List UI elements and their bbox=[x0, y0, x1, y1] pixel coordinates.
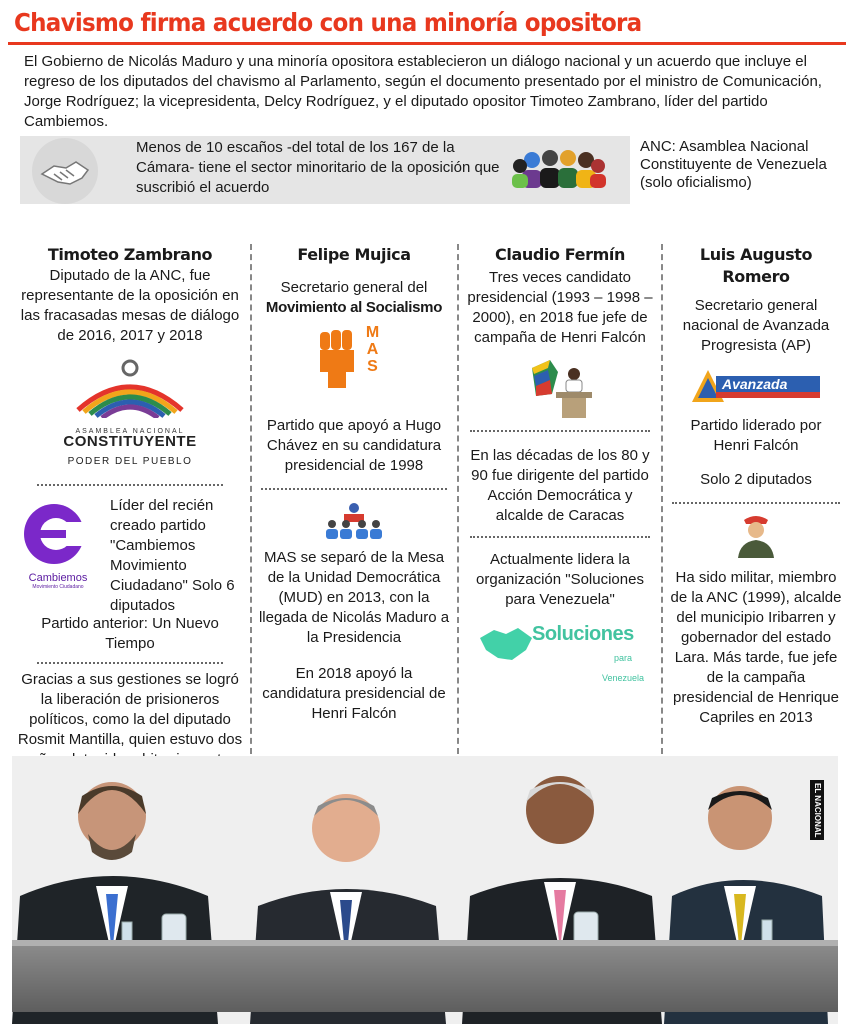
anc-logo bbox=[16, 350, 244, 478]
profile-role: Secretario general nacional de Avanzada Progresista (AP) bbox=[682, 297, 830, 354]
anc-logo-line2: CONSTITUYENTE bbox=[63, 433, 197, 450]
dotted-separator bbox=[470, 536, 650, 538]
mas-logo bbox=[256, 324, 452, 394]
soluciones-logo-sub: para Venezuela bbox=[601, 653, 645, 683]
cambiemos-logo bbox=[20, 502, 96, 588]
highlight-text: Menos de 10 escaños -del total de los 167 de la Cámara- tiene el sector minoritario de la oposición que suscribió el acuerdo bbox=[136, 139, 500, 196]
column-divider bbox=[661, 244, 663, 754]
anc-logo-line3: PODER DEL PUEBLO bbox=[67, 456, 193, 467]
watermark-logo: EL NACIONAL bbox=[810, 780, 824, 840]
avanzada-logo-sub: Progresista bbox=[764, 399, 800, 406]
mas-logo-text: MAS bbox=[364, 324, 381, 375]
table-front bbox=[12, 946, 838, 1012]
profile-mujica bbox=[256, 244, 452, 724]
profile-name: Timoteo Zambrano bbox=[47, 245, 213, 264]
profile-description: Tres veces candidato presidencial (1993 – 1998 – 2000), en 2018 fue jefe de campaña de Henri Falcón bbox=[467, 269, 653, 346]
headline-bar bbox=[8, 6, 846, 44]
avanzada-logo-text: Avanzada bbox=[722, 376, 788, 392]
headline-rule bbox=[8, 42, 846, 45]
cambiemos-c-icon bbox=[20, 502, 96, 566]
soluciones-logo-text: Soluciones bbox=[532, 623, 634, 645]
cambiemos-text: Líder del recién creado partido "Cambiemos Movimiento Ciudadano" Solo 6 diputados bbox=[110, 497, 235, 614]
podium-icon bbox=[466, 354, 654, 426]
currently-text: Actualmente lidera la organización "Soluciones para Venezuela" bbox=[476, 551, 644, 608]
dotted-separator bbox=[470, 430, 650, 432]
cambiemos-block bbox=[16, 496, 244, 614]
column-divider bbox=[457, 244, 459, 754]
profile-fermin bbox=[466, 244, 654, 683]
meeting-icon bbox=[256, 502, 452, 546]
dotted-separator bbox=[37, 662, 223, 664]
falcon-2018: En 2018 apoyó la candidatura presidencial de Henri Falcón bbox=[262, 665, 446, 722]
column-divider bbox=[250, 244, 252, 754]
anc-logo-line1: ASAMBLEA NACIONAL bbox=[75, 428, 185, 435]
profile-description: Diputado de la ANC, fue representante de la oposición en las fracasadas mesas de diálogo de 2016, 2017 y 2018 bbox=[20, 267, 240, 344]
anc-note: ANC: Asamblea Nacional Constituyente de Venezuela (solo oficialismo) bbox=[640, 138, 827, 191]
military-icon bbox=[666, 512, 846, 562]
separated-mud: MAS se separó de la Mesa de la Unidad Democrática (MUD) en 2013, con la llegada de Nicolás Maduro a la Presidencia bbox=[258, 549, 450, 646]
venezuela-map-icon bbox=[476, 624, 536, 664]
deputies-count: Solo 2 diputados bbox=[700, 471, 812, 488]
soluciones-logo bbox=[466, 622, 654, 683]
cambiemos-logo-text: Cambiemos bbox=[28, 572, 88, 584]
avanzada-logo bbox=[666, 364, 846, 410]
profile-name: Luis Augusto Romero bbox=[699, 245, 813, 286]
dotted-separator bbox=[261, 488, 447, 490]
anc-arc-icon bbox=[70, 358, 190, 418]
gestiones-text: Gracias a sus gestiones se logró la liberación de prisioneros políticos, como la del diputado Rosmit Mantilla, quien estuvo dos bbox=[17, 671, 243, 748]
dotted-separator bbox=[672, 502, 840, 504]
profile-zambrano bbox=[16, 244, 244, 770]
dotted-separator bbox=[37, 484, 223, 486]
previous-party: Partido anterior: Un Nuevo Tiempo bbox=[41, 615, 219, 652]
profile-role-line2: Movimiento al Socialismo bbox=[265, 299, 443, 316]
led-by-falcon: Partido liderado por Henri Falcón bbox=[690, 417, 822, 454]
profile-name: Felipe Mujica bbox=[297, 245, 411, 264]
profile-role-line1: Secretario general del bbox=[280, 279, 428, 296]
headline: Chavismo firma acuerdo con una minoría opositora bbox=[14, 8, 642, 37]
cambiemos-logo-sub: Movimiento Ciudadano bbox=[32, 584, 84, 590]
handshake-icon bbox=[32, 138, 98, 204]
supported-chavez: Partido que apoyó a Hugo Chávez en su candidatura presidencial de 1998 bbox=[266, 417, 442, 474]
profile-name: Claudio Fermín bbox=[495, 245, 625, 264]
people-group-icon bbox=[510, 146, 608, 194]
profile-romero bbox=[666, 244, 846, 728]
intro-paragraph: El Gobierno de Nicolás Maduro y una minoría opositora establecieron un diálogo nacional y un acuerdo que incluye el regreso de los diputados del chavismo al Parlamento, según el documento presentado por el ministro de Comunicación, Jorge Rodríguez; la vicepresidenta, Delcy Rodríguez, y el diputado opositor Timoteo Zambrano, líder del partido Cambiemos. bbox=[24, 53, 822, 130]
decades-text: En las décadas de los 80 y 90 fue dirigente del partido Acción Democrática y alcalde de Caracas bbox=[470, 447, 650, 524]
military-text: Ha sido militar, miembro de la ANC (1999), alcalde del municipio Iribarren y gobernador del estado Lara. Más tarde, fue jefe de la campaña presidencial de Henrique Capriles en 2013 bbox=[670, 569, 842, 726]
